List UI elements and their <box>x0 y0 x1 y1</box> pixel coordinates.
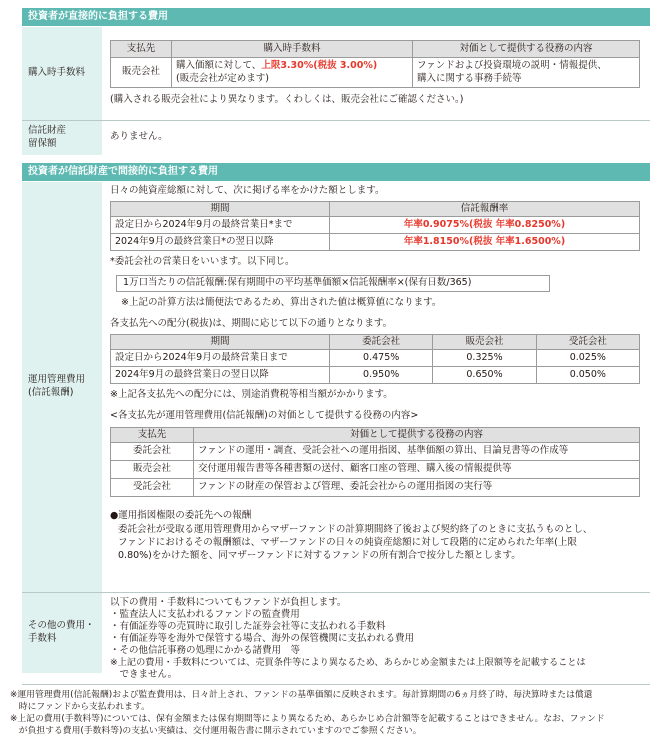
rebate-line: 委託会社が受取る運用管理費用からマザーファンドの計算期間終了後および契約終了のときに支払うものとし、 <box>118 524 593 535</box>
mgmt-intro: 日々の純資産総額に対して、次に掲げる率をかけた額とします。 <box>110 185 385 196</box>
alloc-trustor: 0.950% <box>330 367 433 384</box>
rate-table <box>110 201 640 251</box>
mgmt-fee-label <box>22 182 102 592</box>
fee-cell <box>172 58 413 88</box>
svc-table <box>110 427 640 497</box>
svc-th-service: 対価として提供する役務の内容 <box>194 428 640 443</box>
fee-pre: 購入価額に対して、 <box>176 59 262 71</box>
trust-reserve-value: ありません。 <box>110 131 168 142</box>
service-line-2: 購入に関する事務手続等 <box>417 72 522 84</box>
alloc-trustee: 0.050% <box>536 367 639 384</box>
th-payee: 支払先 <box>111 41 172 58</box>
fee-note: (販売会社が定めます) <box>176 72 269 84</box>
svc-th-payee: 支払先 <box>111 428 194 443</box>
business-day-note: *委託会社の営業日をいいます。以下同じ。 <box>110 256 295 267</box>
alloc-distributor: 0.325% <box>433 350 536 367</box>
alloc-distributor: 0.650% <box>433 367 536 384</box>
trust-reserve-label <box>22 121 102 155</box>
other-line: ※上記の費用・手数料については、売買条件等により異なるため、あらかじめ金額または上限額等を記載することは <box>110 657 586 668</box>
alloc-trustor: 0.475% <box>330 350 433 367</box>
svc-service: ファンドの財産の保管および管理、委託会社からの運用指図の実行等 <box>194 479 640 497</box>
alloc-table <box>110 334 640 384</box>
other-line: ・その他信託事務の処理にかかる諸費用 等 <box>110 645 301 656</box>
purchase-fee-label-text: 購入時手数料 <box>28 67 86 79</box>
svc-title: <各支払先が運用管理費用(信託報酬)の対価として提供する役務の内容> <box>110 410 419 421</box>
rate-period: 設定日から2024年9月の最終営業日*まで <box>111 217 330 234</box>
svc-service: 交付運用報告書等各種書類の送付、顧客口座の管理、購入後の情報提供等 <box>194 461 640 479</box>
alloc-th-distributor: 販売会社 <box>433 335 536 350</box>
fee-highlight: 上限3.30%(税抜 3.00%) <box>261 59 378 71</box>
svc-payee: 販売会社 <box>111 461 194 479</box>
divider <box>22 592 650 593</box>
divider <box>22 120 650 121</box>
rate-value: 年率0.9075%(税抜 年率0.8250%) <box>330 217 640 234</box>
svc-payee: 受託会社 <box>111 479 194 497</box>
other-label-2: 手数料 <box>28 633 57 644</box>
alloc-th-trustee: 受託会社 <box>536 335 639 350</box>
rate-value: 年率1.8150%(税抜 年率1.6500%) <box>330 234 640 251</box>
formula-note: ※上記の計算方法は簡便法であるため、算出された値は概算値になります。 <box>121 297 442 308</box>
rebate-title: ●運用指図権限の委託先への報酬 <box>110 510 252 521</box>
other-fees-label <box>22 593 102 673</box>
svc-payee: 委託会社 <box>111 443 194 461</box>
alloc-th-trustor: 委託会社 <box>330 335 433 350</box>
section2-header: 投資者が信託財産で間接的に負担する費用 <box>22 163 650 181</box>
alloc-period: 2024年9月の最終営業日の翌日以降 <box>111 367 330 384</box>
divider <box>22 684 650 685</box>
trust-label-2: 留保額 <box>28 138 57 149</box>
purchase-fee-label <box>22 27 102 120</box>
purchase-fee-table <box>110 40 640 88</box>
alloc-th-period: 期間 <box>111 335 330 350</box>
svc-service: ファンドの運用・調査、受託会社への運用指図、基準価額の算出、目論見書等の作成等 <box>194 443 640 461</box>
alloc-intro: 各支払先への配分(税抜)は、期間に応じて以下の通りとなります。 <box>110 318 393 329</box>
other-line: ・有価証券等を海外で保管する場合、海外の保管機関に支払われる費用 <box>110 633 415 644</box>
payee-cell: 販売会社 <box>111 58 172 88</box>
formula-box <box>116 275 550 292</box>
footnote: ※運用管理費用(信託報酬)および監査費用は、日々計上され、ファンドの基準価額に反映されます。毎計算期間の6ヵ月終了時、毎決算時または償還 <box>10 690 593 700</box>
rate-th-period: 期間 <box>111 202 330 217</box>
mgmt-label-2: (信託報酬) <box>28 387 74 398</box>
other-line: ・監査法人に支払われるファンドの監査費用 <box>110 609 300 620</box>
trust-label-1: 信託財産 <box>28 125 67 137</box>
alloc-period: 設定日から2024年9月の最終営業日まで <box>111 350 330 367</box>
rate-th-rate: 信託報酬率 <box>330 202 640 217</box>
footnote: が負担する費用(手数料等)の支払い実績は、交付運用報告書に開示されていますのでご参照ください。 <box>10 726 422 736</box>
purchase-note: (購入される販売会社により異なります。くわしくは、販売会社にご確認ください。) <box>110 94 464 105</box>
alloc-trustee: 0.025% <box>536 350 639 367</box>
other-line: 以下の費用・手数料についてもファンドが負担します。 <box>110 597 347 608</box>
alloc-note: ※上記各支払先への配分には、別途消費税等相当額がかかります。 <box>110 389 393 400</box>
footnote: ※上記の費用(手数料等)については、保有金額または保有期間等により異なるため、あらかじめ合計額等を記載することはできません。なお、ファンド <box>10 714 605 724</box>
service-cell <box>413 58 640 88</box>
rebate-line: ファンドにおけるその報酬額は、マザーファンドの日々の純資産総額に対して段階的に定められた年率(上限 <box>118 537 577 548</box>
other-line: ・有価証券等の売買時に取引した証券会社等に支払われる手数料 <box>110 621 386 632</box>
th-fee: 購入時手数料 <box>172 41 413 58</box>
formula-text: 1万口当たりの信託報酬:保有期間中の平均基準価額×信託報酬率×(保有日数/365) <box>123 277 472 288</box>
other-line: できません。 <box>110 669 178 680</box>
mgmt-label-1: 運用管理費用 <box>28 374 86 386</box>
footnote: 時にファンドから支払われます。 <box>10 702 150 712</box>
rebate-line: 0.80%)をかけた額を、同マザーファンドに対するファンドの所有割合で按分した額とします。 <box>118 550 521 561</box>
th-service: 対価として提供する役務の内容 <box>413 41 640 58</box>
service-line-1: ファンドおよび投資環境の説明・情報提供、 <box>417 59 607 71</box>
section1-header: 投資者が直接的に負担する費用 <box>22 8 650 26</box>
rate-period: 2024年9月の最終営業日*の翌日以降 <box>111 234 330 251</box>
other-label-1: その他の費用・ <box>28 620 95 632</box>
